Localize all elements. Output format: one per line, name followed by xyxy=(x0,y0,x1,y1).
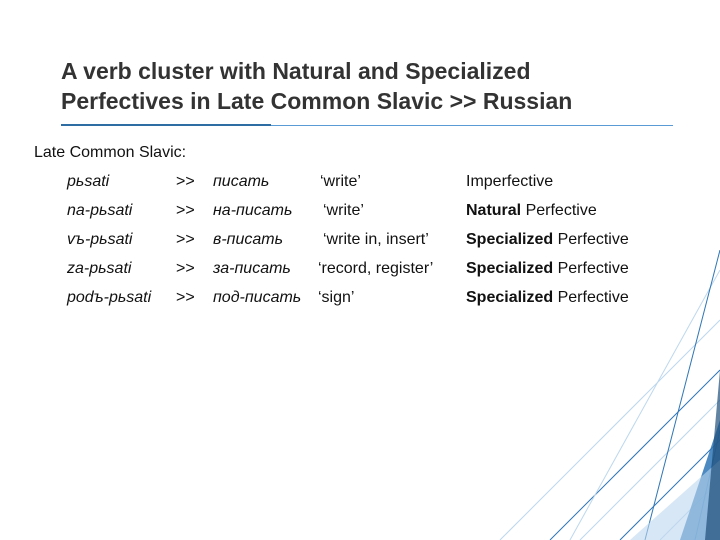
aspect-label-rest: Perfective xyxy=(553,231,629,248)
lcs-form: vъ-pьsati xyxy=(67,231,133,248)
arrow-symbol: >> xyxy=(176,202,195,219)
russian-form: в-писать xyxy=(213,231,284,248)
arrow-symbol: >> xyxy=(176,260,195,277)
aspect-label xyxy=(466,173,553,191)
section-heading: Late Common Slavic: xyxy=(34,144,187,161)
lcs-form: za-pьsati xyxy=(67,260,132,277)
aspect-label xyxy=(466,231,629,249)
title-line-1: A verb cluster with Natural and Specialized xyxy=(61,58,531,84)
gloss: ‘write in, insert’ xyxy=(323,231,429,248)
corner-decoration xyxy=(460,250,720,540)
title-line-2: Perfectives in Late Common Slavic >> Russian xyxy=(61,88,573,114)
lcs-form: podъ-pьsati xyxy=(67,289,152,306)
russian-form: под-писать xyxy=(213,289,302,306)
aspect-label-rest: Perfective xyxy=(521,202,597,219)
russian-form: за-писать xyxy=(213,260,291,277)
aspect-label-rest: Perfective xyxy=(553,289,629,306)
russian-form: писать xyxy=(213,173,270,190)
aspect-label-bold: Specialized xyxy=(466,260,554,277)
gloss: ‘record, register’ xyxy=(318,260,434,277)
aspect-label-bold: Specialized xyxy=(466,289,554,306)
lcs-form: pьsati xyxy=(67,173,110,190)
lcs-form: na-pьsati xyxy=(67,202,133,219)
aspect-label-rest: Perfective xyxy=(553,260,629,277)
gloss: ‘write’ xyxy=(320,173,361,190)
gloss: ‘write’ xyxy=(323,202,364,219)
aspect-label-bold: Specialized xyxy=(466,231,554,248)
arrow-symbol: >> xyxy=(176,231,195,248)
arrow-symbol: >> xyxy=(176,173,195,190)
russian-form: на-писать xyxy=(213,202,293,219)
aspect-label-bold: Natural xyxy=(466,202,522,219)
arrow-symbol: >> xyxy=(176,289,195,306)
aspect-label-rest: Imperfective xyxy=(466,173,554,190)
gloss: ‘sign’ xyxy=(318,289,355,306)
decor-shape xyxy=(705,370,720,540)
aspect-label xyxy=(466,202,597,220)
